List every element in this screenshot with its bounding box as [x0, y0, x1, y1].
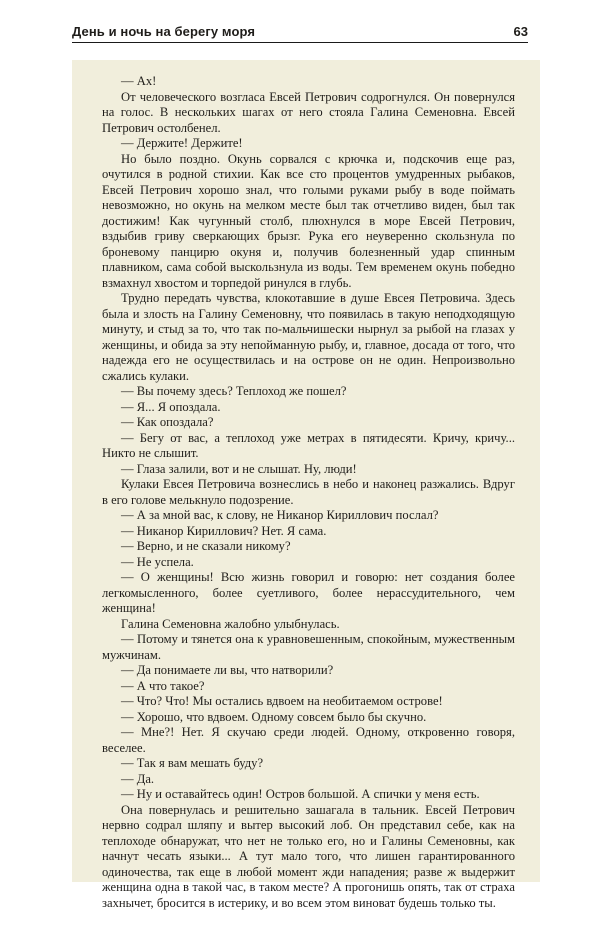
paragraph: Но было поздно. Окунь сорвался с крючка и, подскочив еще раз, очутился в родной стихии. Как все сто процентов умудренных рыбаков, Евсей Петрович хорошо знал, что голыми руками рыбу в воде поймать невозможно, но окунь на мелком месте был так отчетливо виден, был так достижим! Как чугунный столб, плюхнулся в море Евсей Петрович, вздыбив гриву сверкающих брызг. Рука его неуверенно скользнула по броневому панцирю окуня и, получив болезненный удар спинным плавником, сама собой выскользнула из воды. Тем временем окунь победно взмахнул хвостом и торпедой ринулся в глубь.: [102, 151, 515, 290]
paragraph: — Так я вам мешать буду?: [121, 756, 264, 770]
paragraph: — Как опоздала?: [121, 415, 214, 429]
paragraph: Кулаки Евсея Петровича вознеслись в небо и наконец разжались. Вдруг в его голове мелькнуло подозрение.: [102, 477, 515, 507]
paragraph: Галина Семеновна жалобно улыбнулась.: [121, 616, 340, 631]
body-text: [102, 74, 515, 911]
paragraph: Трудно передать чувства, клокотавшие в душе Евсея Петровича. Здесь была и злость на Галину Семеновну, что появилась в такую неподходящую минуту, и стыд за то, что так по-мальчишески нырнул за рыбой на глазах у женщины, и обида за эту непойманную рыбу, и, главное, досада от того, что надежда его не осуществилась и на острове он не один. Непроизвольно сжались кулаки.: [102, 291, 515, 383]
paragraph: — Хорошо, что вдвоем. Одному совсем было бы скучно.: [121, 709, 427, 724]
paragraph: — Ах!: [121, 74, 157, 88]
paragraph: — Глаза залили, вот и не слышат. Ну, люди!: [121, 461, 357, 476]
paragraph: — Да.: [121, 771, 155, 786]
paragraph: — Держите! Держите!: [121, 136, 243, 150]
paragraph: — А что такое?: [121, 678, 205, 693]
paragraph: — Потому и тянется она к уравновешенным, спокойным, мужественным мужчинам.: [102, 632, 515, 662]
paragraph: — Что? Что! Мы остались вдвоем на необитаемом острове!: [121, 694, 443, 708]
paragraph: — Вы почему здесь? Теплоход же пошел?: [121, 384, 347, 398]
paragraph: От человеческого возгласа Евсей Петрович содрогнулся. Он повернулся на голос. В нескольких шагах от него стояла Галина Семеновна. Евсей Петрович остолбенел.: [102, 89, 515, 135]
paragraph: — Я... Я опоздала.: [121, 399, 221, 414]
paragraph: — Бегу от вас, а теплоход уже метрах в пятидесяти. Кричу, кричу... Никто не слышит.: [102, 430, 515, 460]
running-title: День и ночь на берегу моря: [72, 24, 256, 39]
paragraph: Она повернулась и решительно зашагала в тальник. Евсей Петрович нервно содрал шляпу и вытер высокий лоб. Он представил себе, как на теплоходе обнаружат, что нет не только его, но и Галины Семеновны, как начнут чесать языки... А тут мало того, что лишен гарантированного одиночества, так еще в любой момент жди нападения; разве ж выдержит женщина одна в такой час, в таком месте? А прогонишь опять, так от страха захнычет, бросится в истерику, и во всем этом виноват будешь только ты.: [102, 802, 515, 910]
paragraph: — Да понимаете ли вы, что натворили?: [121, 663, 334, 677]
paragraph: — Мне?! Нет. Я скучаю среди людей. Одному, откровенно говоря, веселее.: [102, 725, 515, 755]
paragraph: — А за мной вас, к слову, не Никанор Кириллович послал?: [121, 508, 439, 522]
paragraph: — Верно, и не сказали никому?: [121, 539, 291, 553]
paragraph: — Не успела.: [121, 554, 194, 569]
text-block-background: [72, 60, 540, 910]
paragraph: — Никанор Кириллович? Нет. Я сама.: [121, 523, 327, 538]
page-number: 63: [513, 24, 528, 39]
paragraph: — О женщины! Всю жизнь говорил и говорю: нет создания более легкомысленного, более суетливого, более нерассудительного, чем женщина!: [102, 570, 515, 615]
running-header: [72, 20, 528, 43]
paragraph: — Ну и оставайтесь один! Остров большой. А спички у меня есть.: [121, 787, 480, 801]
